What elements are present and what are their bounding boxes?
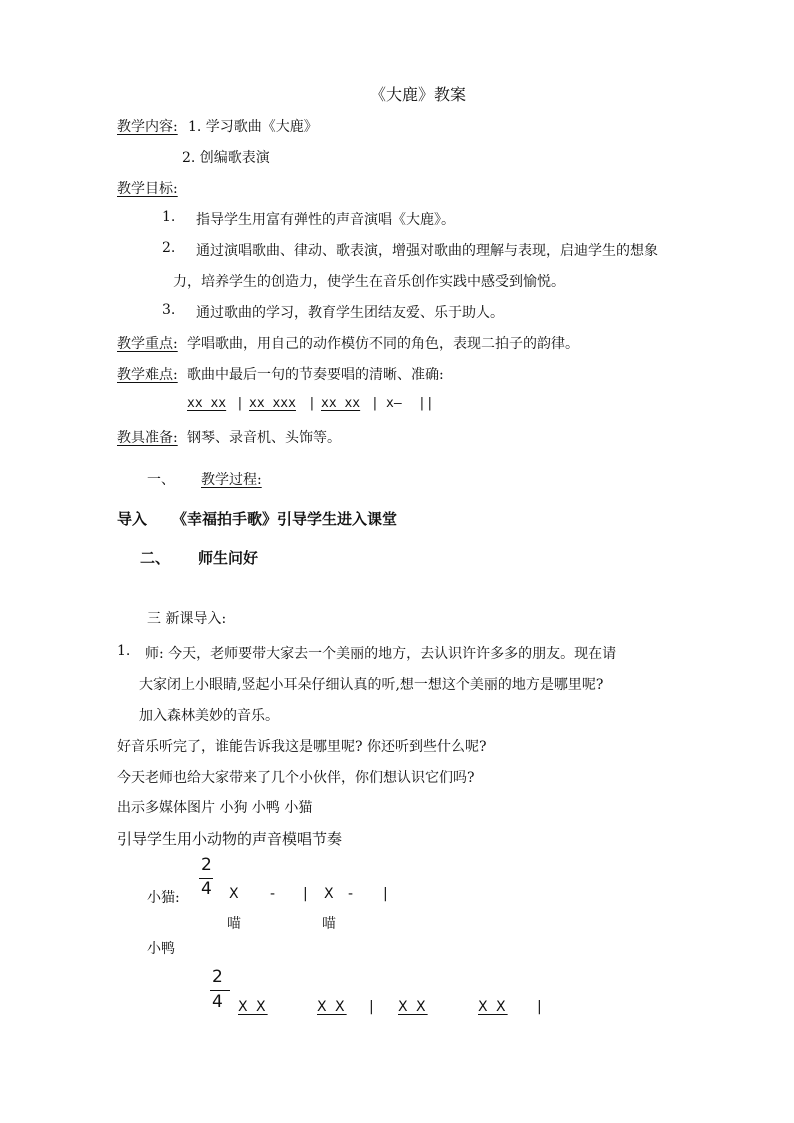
para-3: 今天老师也给大家带来了几个小伙伴，你们想认识它们吗? <box>117 770 475 786</box>
goal-3-text: 通过歌曲的学习，教育学生团结友爱、乐于助人。 <box>196 305 504 321</box>
cat-dash-1: - <box>270 886 276 902</box>
cat-time-signature-top: 2 <box>201 855 212 875</box>
rhythm-note-long: x— <box>386 396 402 411</box>
prep-label: 教具准备: <box>117 430 178 446</box>
rhythm-bar-1: | <box>236 396 244 411</box>
para-4: 出示多媒体图片 小狗 小鸭 小猫 <box>117 800 313 816</box>
duck-time-signature-bottom: 4 <box>212 992 223 1012</box>
section-1-label: 教学过程: <box>201 472 262 488</box>
cat-label: 小猫: <box>147 890 180 906</box>
cat-lyric-1: 喵 <box>227 916 241 932</box>
cat-time-signature-bottom: 4 <box>201 879 212 899</box>
content-label: 教学内容: <box>117 119 178 135</box>
para-1-number: 1. <box>117 643 131 659</box>
rhythm-group-2: xx xxx <box>249 396 296 411</box>
cat-note-2: X <box>324 886 334 902</box>
duck-bar-2: | <box>537 999 542 1015</box>
duck-group-1: X X <box>238 999 268 1015</box>
goal-2-text-line2: 力，培养学生的创造力，使学生在音乐创作实践中感受到愉悦。 <box>173 274 565 290</box>
intro-label: 导入 <box>117 510 148 528</box>
rhythm-group-1: xx xx <box>187 396 227 411</box>
cat-bar-1: | <box>303 886 308 902</box>
duck-time-signature-line <box>210 990 230 991</box>
cat-bar-2: | <box>383 886 388 902</box>
duck-label: 小鸭 <box>147 941 175 957</box>
para-1-line3: 加入森林美妙的音乐。 <box>139 708 279 724</box>
para-2: 好音乐听完了，谁能告诉我这是哪里呢? 你还听到些什么呢? <box>117 739 487 755</box>
prep-text: 钢琴、录音机、头饰等。 <box>187 430 341 446</box>
rhythm-bar-2: | <box>308 396 316 411</box>
goal-3-number: 3. <box>162 302 176 318</box>
para-1-line1: 师: 今天，老师要带大家去一个美丽的地方，去认识许许多多的朋友。现在请 <box>145 646 617 662</box>
page-title: 《大鹿》教案 <box>370 85 467 104</box>
duck-time-signature-top: 2 <box>212 967 223 987</box>
cat-lyric-2: 喵 <box>322 916 336 932</box>
difficulty-label: 教学难点: <box>117 367 178 383</box>
rhythm-double-bar: || <box>418 396 434 411</box>
content-item-2: 2. 创编歌表演 <box>182 150 270 166</box>
cat-dash-2: - <box>348 886 354 902</box>
goal-1-number: 1. <box>162 209 176 225</box>
duck-group-3: X X <box>398 999 428 1015</box>
rhythm-group-3: xx xx <box>321 396 361 411</box>
para-5: 引导学生用小动物的声音模唱节奏 <box>117 830 343 848</box>
goal-1-text: 指导学生用富有弹性的声音演唱《大鹿》。 <box>196 212 455 228</box>
content-item-1: 1. 学习歌曲《大鹿》 <box>188 119 318 135</box>
intro-text: 《幸福拍手歌》引导学生进入课堂 <box>172 510 398 528</box>
difficulty-text: 歌曲中最后一句的节奏要唱的清晰、准确: <box>187 367 444 383</box>
cat-note-1: X <box>229 886 239 902</box>
key-point-text: 学唱歌曲，用自己的动作模仿不同的角色，表现二拍子的韵律。 <box>187 336 579 352</box>
para-1-line2: 大家闭上小眼睛,竖起小耳朵仔细认真的听,想一想这个美丽的地方是哪里呢? <box>139 677 604 693</box>
goals-label: 教学目标: <box>117 181 178 197</box>
rhythm-bar-3: | <box>371 396 379 411</box>
section-1-number: 一、 <box>147 472 175 488</box>
goal-2-text-line1: 通过演唱歌曲、律动、歌表演，增强对歌曲的理解与表现，启迪学生的想象 <box>196 243 658 259</box>
goal-2-number: 2. <box>162 240 176 256</box>
duck-group-2: X X <box>317 999 347 1015</box>
duck-bar-1: | <box>369 999 374 1015</box>
section-2-number: 二、 <box>140 549 171 567</box>
duck-group-4: X X <box>478 999 508 1015</box>
section-3-heading: 三 新课导入: <box>147 611 227 627</box>
key-point-label: 教学重点: <box>117 336 178 352</box>
section-2-label: 师生问好 <box>198 549 259 567</box>
